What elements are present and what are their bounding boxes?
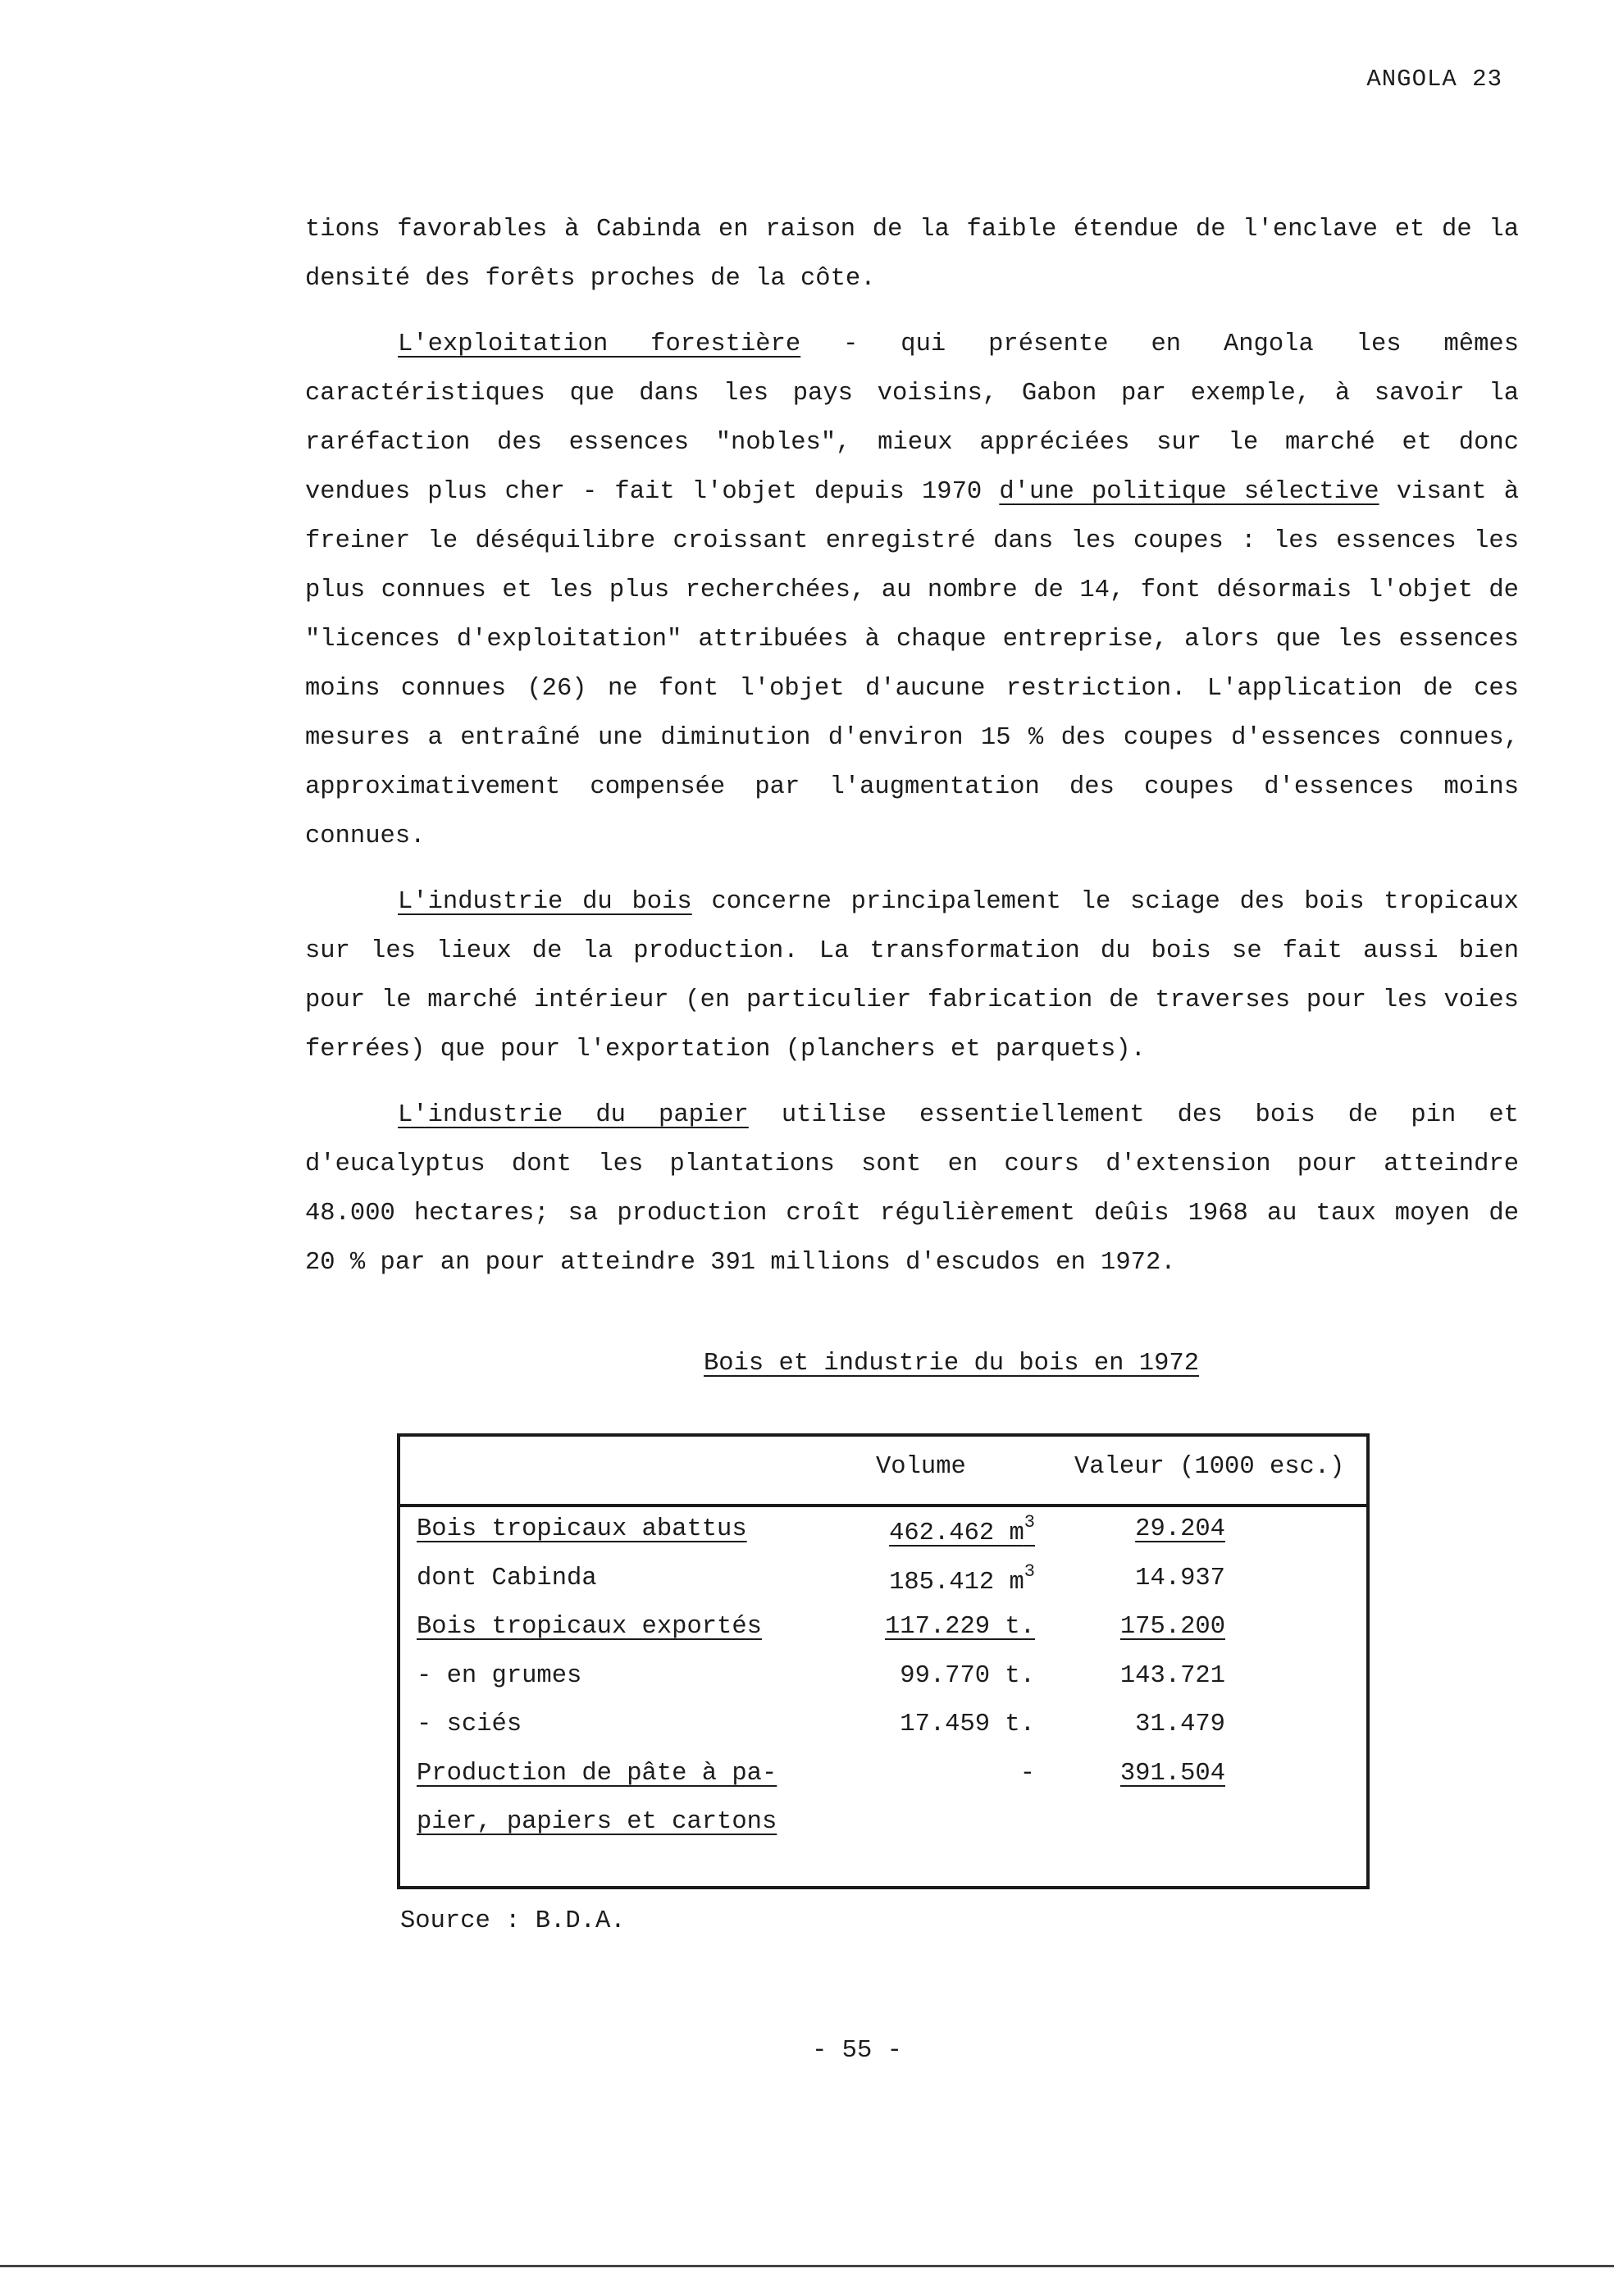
table-row xyxy=(400,1654,1366,1703)
row-label: Bois tropicaux exportés xyxy=(417,1613,762,1641)
paragraph-1: tions favorables à Cabinda en raison de la faible étendue de l'enclave et de la densité des forêts proches de la côte. xyxy=(305,216,1519,293)
table-caption xyxy=(0,1350,1614,1378)
row-label: - sciés xyxy=(417,1711,522,1738)
row-label: dont Cabinda xyxy=(417,1564,597,1592)
table-title: Bois et industrie du bois en 1972 xyxy=(704,1350,1199,1378)
source-note: Source : B.D.A. xyxy=(400,1907,626,1935)
superscript: 3 xyxy=(1024,1512,1035,1533)
row-volume: 17.459 t. xyxy=(900,1711,1035,1738)
paragraph-3 xyxy=(305,877,1519,1074)
column-header-value: Valeur (1000 esc.) xyxy=(1074,1453,1345,1481)
table-row xyxy=(400,1800,1366,1849)
row-volume: 185.412 $m^3$ xyxy=(889,1560,1035,1597)
row-value: 143.721 xyxy=(1119,1661,1225,1690)
row-value: 31.479 xyxy=(1135,1711,1225,1738)
body-text xyxy=(305,205,1519,1304)
row-volume: 99.770 t. xyxy=(900,1661,1035,1690)
row-value: 175.200 xyxy=(1119,1613,1225,1641)
paragraph-4-text: utilise essentiellement des bois de pin et d'eucalyptus dont les plantations sont en cours d'extension pour atteindre 48.000 hectares; sa production croît régulièrement deûis 1968 au taux moyen de 20 % par an pour atteindre 391 millions d'escudos en 1972. xyxy=(305,1101,1519,1277)
paragraph-2-text-b: visant à freiner le déséquilibre croissant enregistré dans les coupes : les essences les plus connues et les plus recherchées, au nombre de 14, font désormais l'objet de "licences d'exploitation" attribuées à chaque entreprise, alors que les essences moins connues (26) ne font l'objet d'aucune restriction. L'application de ces mesures a entraîné une diminution d'environ 15 % des coupes d'essences connues, approximativement compensée par l'augmentation des coupes d'essences moins connues. xyxy=(305,478,1519,850)
heading-industrie-papier: L'industrie du papier xyxy=(398,1101,749,1129)
row-volume: 462.462 $m^3$ xyxy=(889,1512,1035,1548)
running-header: ANGOLA 23 xyxy=(1366,66,1502,93)
row-value: 391.504 xyxy=(1119,1759,1225,1788)
row-label: Bois tropicaux abattus xyxy=(417,1515,747,1543)
table-row xyxy=(400,1752,1366,1801)
paragraph-3-text: concerne principalement le sciage des bois tropicaux sur les lieux de la production. La transformation du bois se fait aussi bien pour le marché intérieur (en particulier fabrication de traverses pour les voies ferrées) que pour l'exportation (planchers et parquets). xyxy=(305,888,1519,1064)
page-number: - 55 - xyxy=(812,2037,902,2065)
row-value: 29.204 xyxy=(1135,1515,1225,1543)
heading-exploitation: L'exploitation forestière xyxy=(398,330,801,358)
bottom-rule xyxy=(0,2265,1614,2267)
row-label: Production de pâte à pa- xyxy=(417,1759,777,1788)
emphasis-politique: d'une politique sélective xyxy=(999,478,1379,506)
table-row xyxy=(400,1507,1366,1556)
column-header-volume: Volume xyxy=(876,1453,966,1481)
table-row xyxy=(400,1605,1366,1654)
row-label: pier, papiers et cartons xyxy=(417,1808,777,1836)
heading-industrie-bois: L'industrie du bois xyxy=(398,888,692,916)
paragraph-2 xyxy=(305,320,1519,861)
paragraph-4 xyxy=(305,1091,1519,1287)
row-value: 14.937 xyxy=(1135,1564,1225,1592)
row-volume: 117.229 t. xyxy=(884,1613,1035,1641)
table-row xyxy=(400,1556,1366,1606)
data-table xyxy=(397,1433,1370,1889)
table-header xyxy=(400,1437,1366,1507)
row-volume: - xyxy=(1019,1759,1035,1788)
row-label: - en grumes xyxy=(417,1661,582,1690)
superscript: 3 xyxy=(1024,1560,1035,1582)
table-row xyxy=(400,1702,1366,1752)
paragraph-2-text-a: - qui présente en Angola les mêmes caractéristiques que dans les pays voisins, Gabon par exemple, à savoir la raréfaction des essences "nobles", mieux appréciées sur le marché et donc vendues plus cher - fait l'objet depuis 1970 xyxy=(305,330,1520,506)
